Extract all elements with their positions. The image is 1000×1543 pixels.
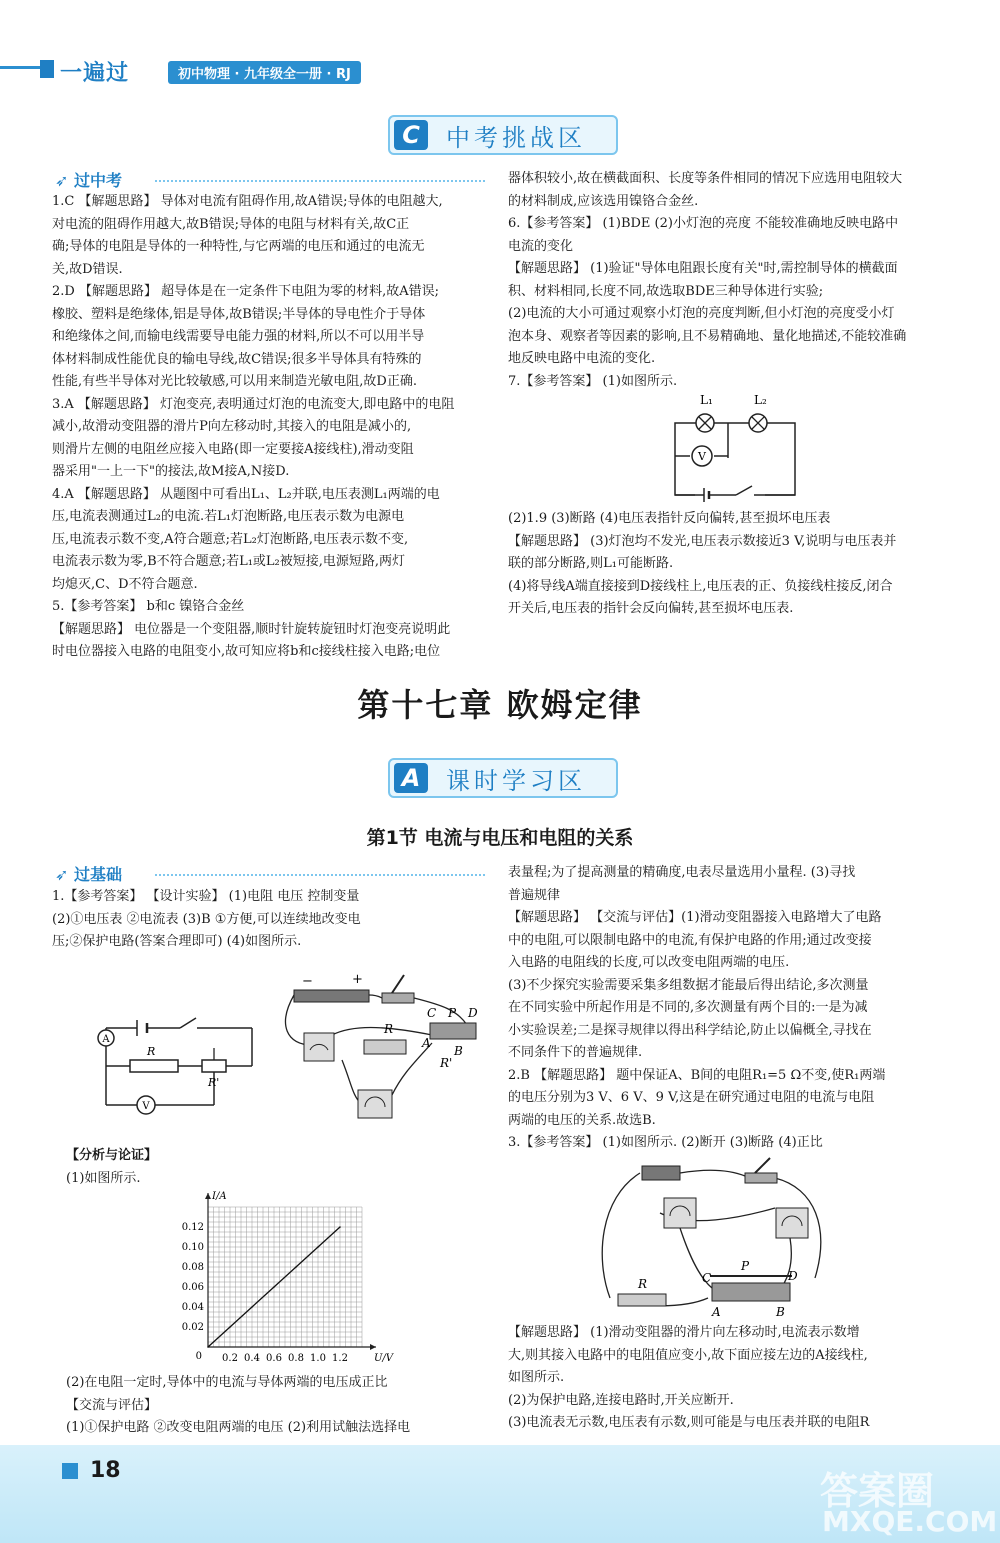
text-line: 中的电阻,可以限制电路中的电流,有保护电路的作用;通过改变接 [508, 932, 872, 948]
text-line: 地反映电路中电流的变化. [508, 351, 656, 366]
wiring-diagram-1 [282, 965, 492, 1135]
battery-pack [294, 972, 369, 1002]
text-line: 联的部分断路,则L₁可能断路. [508, 556, 674, 571]
x-tick-label: 1.2 [332, 1353, 348, 1364]
banner-keshi [388, 758, 618, 798]
label-b: B [776, 1305, 785, 1319]
label-p: P [448, 1006, 457, 1020]
x-tick-label: 0.2 [222, 1353, 238, 1364]
text-line: 确;导体的电阻是导体的一种特性,与它两端的电压和通过的电流无 [52, 239, 425, 254]
text-line: 电流的变化 [508, 238, 574, 254]
data-point [207, 1346, 209, 1348]
voltmeter-1 [137, 1096, 155, 1114]
banner-title: 中考挑战区 [446, 123, 586, 152]
text-line: 1.【参考答案】 【设计实验】 (1)电阻 电压 控制变量 [52, 889, 360, 904]
origin-label: 0 [195, 1351, 202, 1362]
y-axis-arrow [205, 1193, 211, 1199]
y-tick-label: 0.12 [181, 1222, 204, 1233]
text-line: 关,故D错误. [52, 261, 123, 277]
text-line: 6.【参考答案】 (1)BDE (2)小灯泡的亮度 不能较准确地反映电路中 [508, 216, 899, 231]
banner-letter: C [394, 120, 428, 150]
label-a: A [422, 1036, 431, 1050]
resistor-label: R [638, 1277, 648, 1291]
label-p: P [741, 1259, 750, 1273]
y-tick-label: 0.08 [181, 1262, 204, 1273]
data-point [229, 1326, 231, 1328]
left-bottom-text [52, 886, 497, 954]
text-line: (3)电流表无示数,电压表有示数,则可能是与电压表并联的电阻R [508, 1415, 870, 1430]
text-line: (2)1.9 (3)断路 (4)电压表指针反向偏转,甚至损坏电压表 [508, 511, 831, 526]
text-line: 小实验误差;二是探寻规律以得出科学结论,防止以偏概全,寻找在 [508, 1022, 872, 1038]
x-axis-arrow [370, 1344, 376, 1350]
ammeter-label: A [102, 1034, 110, 1045]
label-jichu-group [55, 862, 490, 885]
left-bottom-text-2 [66, 1372, 496, 1440]
text-line: 不同条件下的普遍规律. [508, 1045, 643, 1060]
text-line: 器体积较小,故在横截面积、长度等条件相同的情况下应选用电阻较大 [508, 171, 903, 186]
text-line: 2.B 【解题思路】 题中保证A、B间的电阻R₁=5 Ω不变,使R₁两端 [508, 1067, 886, 1083]
text-line: 压,电流表测通过L₂的电流.若L₁灯泡断路,电压表示数为电源电 [52, 509, 405, 524]
label-l2: L₂ [754, 393, 767, 407]
voltmeter-3 [664, 1198, 696, 1228]
switch-physical [382, 975, 414, 1003]
text-line: (2)为保护电路,连接电路时,开关应断开. [508, 1392, 734, 1408]
rheostat-physical [421, 1006, 478, 1070]
text-line: 7.【参考答案】 (1)如图所示. [508, 373, 678, 389]
switch [180, 1018, 196, 1028]
battery-pack-3 [642, 1166, 680, 1180]
rheostat-r-prime [202, 1048, 226, 1089]
watermark-logo: 答案圈 [820, 1469, 935, 1513]
text-line: 减小,故滑动变阻器的滑片P向左移动时,其接入的电阻是减小的, [52, 419, 412, 434]
text-line: 体材料制成性能优良的输电导线,故C错误;很多半导体具有特殊的 [52, 351, 422, 367]
right-top-text [508, 168, 953, 393]
label-zhongkao: 过中考 [73, 171, 122, 190]
lamp-l1 [696, 414, 714, 432]
data-point [339, 1226, 341, 1228]
text-line: 和绝缘体之间,而输电线需要导电能力强的材料,所以不可以用半导 [52, 329, 425, 344]
text-line: 【解题思路】 (3)灯泡均不发光,电压表示数接近3 V,说明与电压表并 [508, 533, 897, 549]
text-line: 2.D 【解题思路】 超导体是在一定条件下电阻为零的材料,故A错误; [52, 284, 439, 299]
text-line: 的材料制成,应该选用镍铬合金丝. [508, 193, 699, 209]
text-line: (2)在电阻一定时,导体中的电流与导体两端的电压成正比 [66, 1375, 388, 1390]
data-point [295, 1266, 297, 1268]
text-line: 在不同实验中所起作用是不同的,多次测量有两个目的:一是为减 [508, 1000, 868, 1015]
text-line: (2)电流的大小可通过观察小灯泡的亮度判断,但小灯泡的亮度受小灯 [508, 306, 895, 321]
banner-title: 课时学习区 [446, 766, 586, 795]
ammeter-1 [98, 1030, 114, 1046]
text-line: (3)不少探究实验需要采集多组数据才能最后得出结论,多次测量 [508, 977, 869, 993]
text-line: 表量程;为了提高测量的精确度,电表尽量选用小量程. (3)寻找 [508, 865, 856, 880]
rheostat-3 [702, 1259, 798, 1319]
brand-logo: 一遍过 [60, 61, 130, 86]
text-line: 则滑片左侧的电阻丝应接入电路(即一定要接A接线柱),滑动变阻 [52, 441, 414, 457]
label-c: C [702, 1271, 712, 1285]
text-line: (1)①保护电路 ②改变电阻两端的电压 (2)利用试触法选择电 [66, 1420, 411, 1435]
y-axis-label: I/A [212, 1191, 227, 1202]
circuit-schematic-1 [92, 1000, 272, 1120]
text-line: 积、材料相同,长度不同,故选取BDE三种导体进行实验; [508, 283, 824, 299]
label-a: A [712, 1305, 721, 1319]
x-axis-label: U/V [374, 1353, 394, 1364]
section-title: 第1节 电流与电压和电阻的关系 [366, 827, 634, 849]
text-line: 普遍规律 [508, 887, 561, 903]
analysis-label: 【分析与论证】 [66, 1148, 158, 1163]
resistor-label: R [147, 1045, 156, 1058]
right-bottom-text [508, 862, 953, 1155]
resistor-label: R [384, 1022, 394, 1036]
text-line: 【交流与评估】 [66, 1397, 158, 1413]
rheostat-label: R' [208, 1076, 220, 1089]
ammeter-3 [776, 1208, 808, 1238]
label-icon: ➶ [55, 171, 74, 190]
text-line: 泡本身、观察者等因素的影响,且不易精确地、量化地描述,不能较准确 [508, 328, 907, 344]
header-square [40, 60, 54, 78]
text-line: 大,则其接入电路中的电阻值应变小,故下面应接左边的A接线柱, [508, 1347, 868, 1363]
page-square [62, 1463, 78, 1479]
text-line: (2)①电压表 ②电流表 (3)B ①方便,可以连续地改变电 [52, 911, 361, 927]
y-tick-label: 0.10 [181, 1242, 204, 1253]
text-line: (4)将导线A端直接接到D接线柱上,电压表的正、负接线柱接反,闭合 [508, 578, 893, 594]
lamp-l2 [749, 414, 767, 432]
book-badge: 初中物理 · 九年级全一册 · RJ [168, 61, 361, 84]
y-tick-label: 0.06 [181, 1282, 204, 1293]
resistor-r [130, 1045, 178, 1072]
text-line: 性能,有些半导体对光比较敏感,可以用来制造光敏电阻,故D正确. [52, 374, 417, 389]
text-line: 开关后,电压表的指针会反向偏转,甚至损坏电压表. [508, 601, 794, 616]
label-d: D [788, 1269, 798, 1283]
rheostat-label: R' [440, 1056, 453, 1070]
switch-3 [745, 1158, 777, 1183]
text-line: 【解题思路】 (1)滑动变阻器的滑片向左移动时,电流表示数增 [508, 1325, 860, 1340]
data-point [251, 1306, 253, 1308]
label-dots [155, 180, 485, 182]
data-point [317, 1246, 319, 1248]
text-line: 【解题思路】 电位器是一个变阻器,顺时针旋转旋钮时灯泡变亮说明此 [52, 621, 451, 637]
text-line: 对电流的阻碍作用越大,故B错误;导体的电阻与材料有关,故C正 [52, 216, 410, 232]
resistor-3 [618, 1277, 666, 1306]
y-tick-label: 0.04 [181, 1302, 204, 1313]
analysis-text: (1)如图所示. [66, 1171, 141, 1186]
label-jichu: 过基础 [73, 865, 122, 884]
label-d: D [468, 1006, 478, 1020]
ammeter-physical [304, 1033, 334, 1061]
chapter-title: 第十七章 欧姆定律 [357, 686, 643, 724]
banner-zhongkao [388, 115, 618, 155]
banner-letter: A [394, 763, 428, 793]
label-l1: L₁ [700, 393, 713, 407]
label-b: B [454, 1044, 463, 1058]
x-tick-label: 1.0 [310, 1353, 326, 1364]
text-line: 压;②保护电路(答案合理即可) (4)如图所示. [52, 934, 302, 949]
text-line: 【解题思路】 (1)验证"导体电阻跟长度有关"时,需控制导体的横截面 [508, 261, 898, 276]
minus-label: − [302, 974, 313, 989]
text-line: 的电压分别为3 V、6 V、9 V,这是在研究通过电阻的电流与电阻 [508, 1090, 875, 1105]
text-line: 器采用"一上一下"的接法,故M接A,N接D. [52, 464, 290, 479]
right-bottom-text-2 [508, 1322, 953, 1435]
text-line: 电流表示数为零,B不符合题意;若L₁或L₂被短接,电源短路,两灯 [52, 554, 406, 569]
data-point [273, 1286, 275, 1288]
voltmeter-label: V [142, 1101, 150, 1112]
text-line: 时电位器接入电路的电阻变小,故可知应将b和c接线柱接入电路;电位 [52, 644, 441, 659]
text-line: 5.【参考答案】 b和c 镍铬合金丝 [52, 599, 245, 614]
iu-chart [170, 1191, 394, 1370]
label-dots [155, 874, 485, 876]
text-line: 3.A 【解题思路】 灯泡变亮,表明通过灯泡的电流变大,即电路中的电阻 [52, 396, 455, 412]
label-icon: ➶ [55, 865, 74, 884]
page-number: 18 [90, 1458, 121, 1483]
text-line: 【解题思路】 【交流与评估】(1)滑动变阻器接入电路增大了电路 [508, 910, 882, 925]
label-zhongkao-group [55, 168, 490, 191]
text-line: 1.C 【解题思路】 导体对电流有阻碍作用,故A错误;导体的电阻越大, [52, 194, 443, 209]
watermark-url: MXQE.COM [822, 1505, 998, 1538]
circuit-diagram-7 [660, 388, 810, 508]
voltmeter-label: V [698, 450, 706, 463]
text-line: 如图所示. [508, 1370, 565, 1385]
plus-label: + [352, 972, 363, 987]
right-top-text-2 [508, 508, 953, 621]
x-tick-label: 0.4 [244, 1353, 260, 1364]
left-top-text [52, 191, 497, 664]
text-line: 3.【参考答案】 (1)如图所示. (2)断开 (3)断路 (4)正比 [508, 1135, 823, 1150]
label-c: C [427, 1006, 437, 1020]
text-line: 均熄灭,C、D不符合题意. [52, 576, 198, 592]
text-line: 入电路的电阻线的长度,可以改变电阻两端的电压. [508, 955, 790, 970]
voltmeter-7 [692, 446, 712, 466]
x-tick-label: 0.8 [288, 1353, 304, 1364]
resistor-physical [364, 1022, 406, 1054]
text-line: 两端的电压的关系.故选B. [508, 1112, 656, 1128]
x-tick-label: 0.6 [266, 1353, 282, 1364]
y-tick-label: 0.02 [181, 1322, 204, 1333]
text-line: 4.A 【解题思路】 从题图中可看出L₁、L₂并联,电压表测L₁两端的电 [52, 486, 440, 502]
text-line: 橡胶、塑料是绝缘体,铝是导体,故B错误;半导体的导电性介于导体 [52, 306, 426, 322]
wiring-diagram-3 [600, 1158, 840, 1323]
voltmeter-physical [358, 1090, 392, 1118]
text-line: 压,电流表示数不变,A符合题意;若L₂灯泡断路,电压表示数不变, [52, 531, 409, 547]
